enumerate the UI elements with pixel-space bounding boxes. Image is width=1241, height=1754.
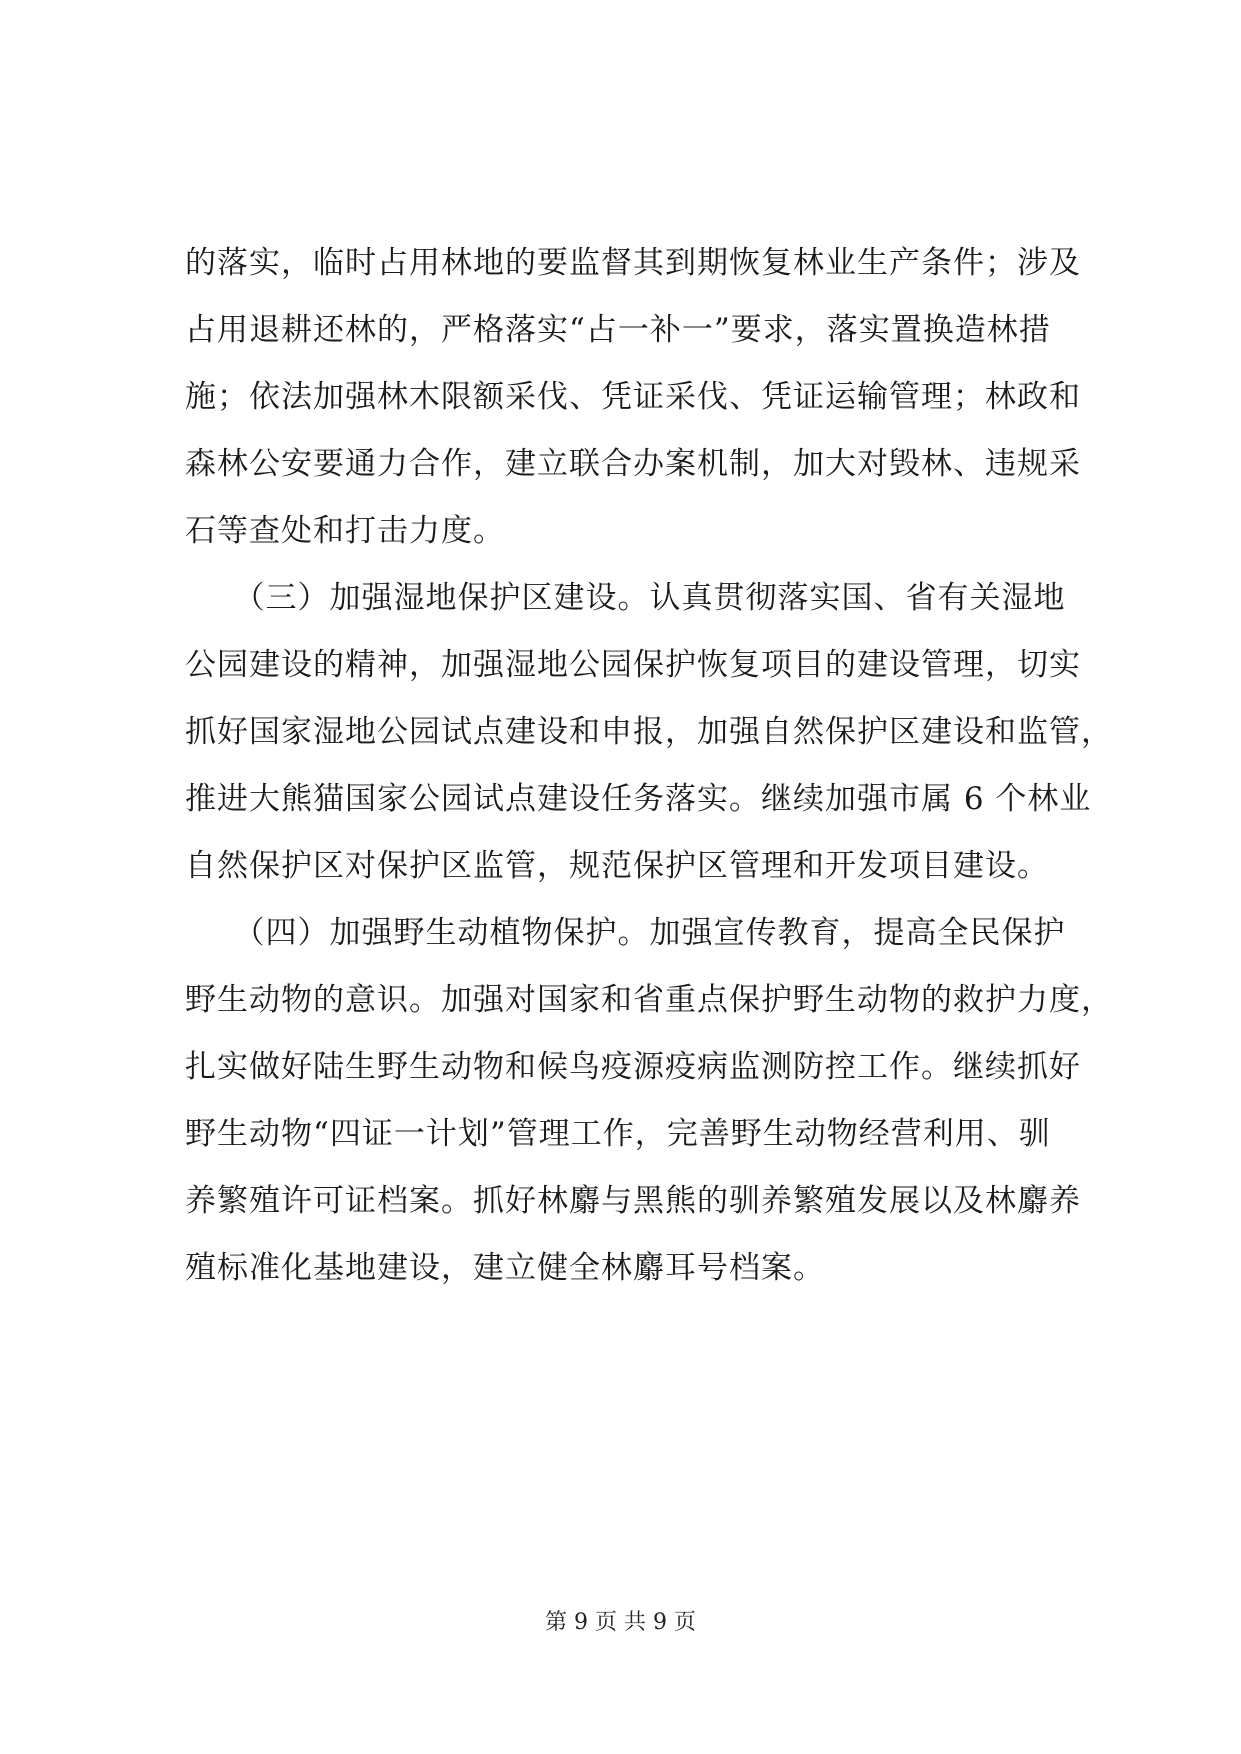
text-line: 野生动物的意识。加强对国家和省重点保护野生动物的救护力度， — [185, 982, 1113, 1018]
page-footer: 第 9 页 共 9 页 — [545, 1610, 696, 1635]
text-line: 森林公安要通力合作，建立联合办案机制，加大对毁林、违规采 — [185, 446, 1081, 482]
text-line: （四）加强野生动植物保护。加强宣传教育，提高全民保护 — [185, 915, 1066, 951]
text-line: 施；依法加强林木限额采伐、凭证采伐、凭证运输管理；林政和 — [185, 379, 1081, 415]
text-line: 占用退耕还林的，严格落实“占一补一”要求，落实置换造林措 — [185, 312, 1051, 348]
text-line: 扎实做好陆生野生动物和候鸟疫源疫病监测防控工作。继续抓好 — [185, 1049, 1081, 1085]
text-line: 公园建设的精神，加强湿地公园保护恢复项目的建设管理，切实 — [185, 647, 1081, 683]
text-line: 自然保护区对保护区监管，规范保护区管理和开发项目建设。 — [185, 848, 1049, 884]
text-line: 养繁殖许可证档案。抓好林麝与黑熊的驯养繁殖发展以及林麝养 — [185, 1183, 1081, 1219]
text-line: 野生动物“四证一计划”管理工作，完善野生动物经营利用、驯 — [185, 1116, 1051, 1152]
text-line: 石等查处和打击力度。 — [185, 513, 505, 549]
body-text — [185, 230, 1113, 1302]
text-line: 的落实，临时占用林地的要监督其到期恢复林业生产条件；涉及 — [185, 245, 1081, 281]
text-line: 抓好国家湿地公园试点建设和申报，加强自然保护区建设和监管， — [185, 714, 1113, 750]
text-line: 推进大熊猫国家公园试点建设任务落实。继续加强市属 6 个林业 — [185, 781, 1092, 817]
text-line: 殖标准化基地建设，建立健全林麝耳号档案。 — [185, 1250, 825, 1286]
text-line: （三）加强湿地保护区建设。认真贯彻落实国、省有关湿地 — [185, 580, 1066, 616]
